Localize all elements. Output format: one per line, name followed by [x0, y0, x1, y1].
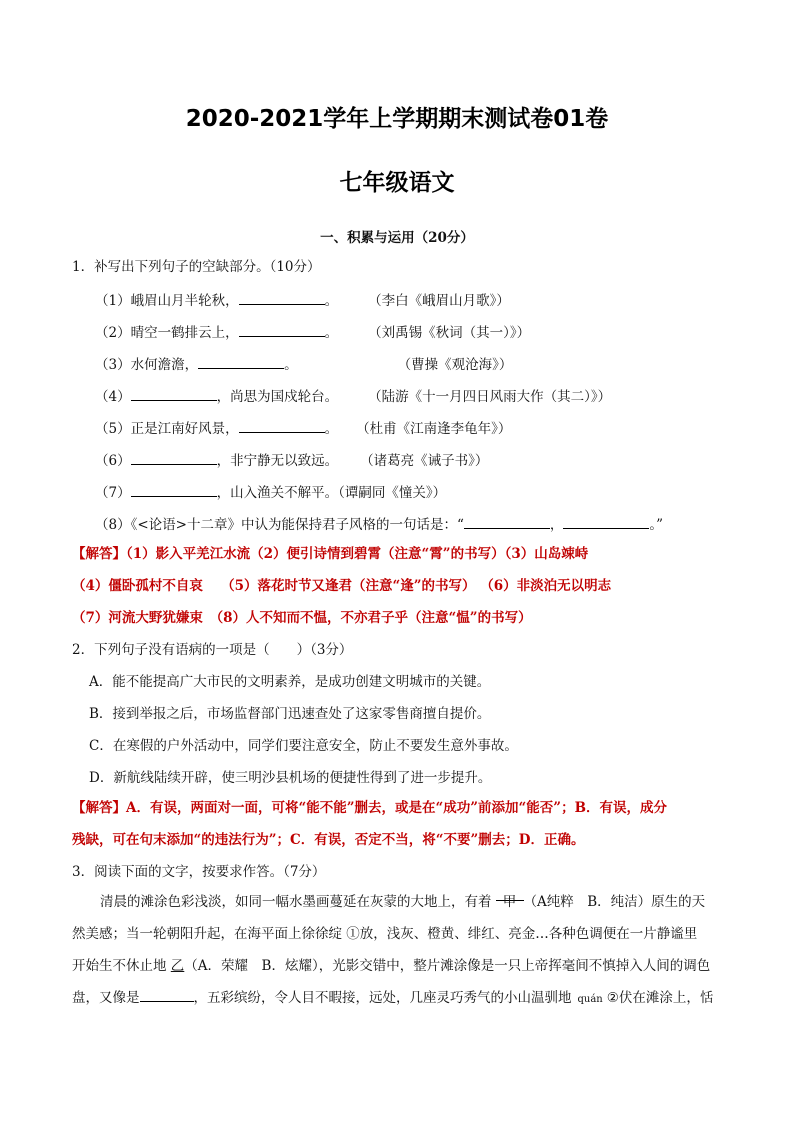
q1-item-2-source: （刘禹锡《秋词（其一）》） — [368, 325, 531, 341]
q1-item-6-source: （诸葛亮《诫子书》） — [360, 453, 489, 469]
q1-item-7-blank[interactable] — [131, 482, 217, 497]
q3-passage — [72, 886, 724, 1016]
blank-compare[interactable] — [140, 987, 194, 1002]
q1-item-8-end: 。” — [649, 517, 664, 533]
q1-item-1-text: （1）峨眉山月半轮秋， — [95, 293, 239, 309]
q1-item-5-text: （5）正是江南好风景， — [95, 421, 239, 437]
q1-item-4-blank[interactable] — [131, 386, 217, 401]
q1-item-5-blank[interactable] — [239, 418, 325, 433]
q1-answer-text-3: （7）河流大野犹嫌束 （8）人不知而不愠，不亦君子乎（注意“愠”的书写） — [72, 610, 532, 626]
answer-tag: 【解答】 — [72, 546, 126, 562]
q1-item-3 — [95, 354, 512, 374]
q2-option-c: C．在寒假的户外活动中，同学们要注意安全，防止不要发生意外事故。 — [89, 738, 518, 754]
q1-answer-line-1 — [72, 545, 588, 563]
q1-item-3-blank[interactable] — [198, 354, 284, 369]
q1-item-6 — [95, 450, 488, 470]
q1-item-4-source: （陆游《十一月四日风雨大作（其二）》） — [368, 389, 612, 405]
q3-passage-line-3 — [72, 950, 724, 982]
q1-item-8-comma: ， — [549, 517, 564, 533]
blank-yi-label[interactable]: 乙 — [170, 958, 185, 974]
q1-item-1-end: 。 — [324, 293, 339, 309]
passage-text: （A纯粹 B．纯洁）原生的天 — [523, 894, 706, 910]
q1-item-1-source: （李白《峨眉山月歌》） — [368, 293, 510, 309]
question-3-stem: 3．阅读下面的文字，按要求作答。（7分） — [72, 864, 326, 880]
q3-passage-line-4 — [72, 982, 724, 1016]
page-subtitle: 七年级语文 — [339, 170, 455, 196]
passage-text: （A．荣耀 B．炫耀），光影交错中，整片滩涂像是一只上帝挥毫间不慎掉入人间的调色 — [184, 958, 711, 974]
q1-item-1 — [95, 290, 510, 310]
q3-passage-line-1 — [72, 886, 724, 918]
q2-answer-line-2 — [72, 831, 585, 849]
q1-item-2-text: （2）晴空一鹤排云上， — [95, 325, 239, 341]
section-heading: 一、积累与运用（20分） — [320, 230, 474, 246]
q3-passage-line-2: 然美感；当一轮朝阳升起，在海平面上徐徐绽 ①放，浅灰、橙黄、绯红、亮金…各种色调便在一片静谧里 — [72, 926, 698, 942]
q1-item-7 — [95, 482, 446, 502]
q1-item-6-blank[interactable] — [131, 450, 217, 465]
q1-answer-text-1: （1）影入平羌江水流（2）便引诗情到碧霄（注意“霄”的书写）（3）山岛竦峙 — [126, 546, 589, 562]
q2-option-b: B．接到举报之后，市场监督部门迅速查处了这家零售商擅自提价。 — [89, 706, 491, 722]
q1-item-3-end: 。 — [284, 357, 298, 373]
passage-text: 盘，又像是 — [72, 990, 140, 1006]
q1-item-8-blank-2[interactable] — [563, 514, 649, 529]
q2-answer-line-1 — [72, 799, 667, 817]
q1-item-3-text: （3）水何澹澹， — [95, 357, 199, 373]
q1-item-5 — [95, 418, 511, 438]
pinyin-annotation: quán — [577, 994, 603, 1005]
q2-option-a: A．能不能提高广大市民的文明素养，是成功创建文明城市的关键。 — [89, 674, 491, 690]
passage-text: 清晨的滩涂色彩浅淡，如同一幅水墨画蔓延在灰蒙的大地上，有着 — [100, 894, 492, 910]
q1-item-7-text: （7） — [95, 485, 131, 501]
passage-text: ，五彩缤纷，令人目不暇接，远处，几座灵巧秀气的小山温驯地 — [193, 990, 572, 1006]
blank-jia-label: 甲 — [502, 894, 517, 910]
passage-text: 开始生不休止地 — [72, 958, 171, 974]
q1-item-6-end: ，非宁静无以致远。 — [216, 453, 339, 469]
q2-option-d: D．新航线陆续开辟，使三明沙县机场的便捷性得到了进一步提升。 — [89, 770, 492, 786]
q1-item-2 — [95, 322, 530, 342]
q1-answer-line-3 — [72, 609, 532, 627]
q1-item-2-blank[interactable] — [239, 322, 325, 337]
q1-answer-line-2 — [72, 577, 611, 595]
q2-answer-text-1: A．有误，两面对一面，可将“能不能”删去，或是在“成功”前添加“能否”；B．有误，成分 — [126, 800, 667, 816]
q2-answer-text-2: 残缺，可在句末添加“的违法行为”；C．有误，否定不当，将“不要”删去；D．正确。 — [72, 832, 585, 848]
q1-item-4-end: ，尚思为国戍轮台。 — [216, 389, 339, 405]
q1-item-3-source: （曹操《观沧海》） — [397, 357, 513, 373]
passage-text: ②伏在滩涂上，恬 — [606, 990, 714, 1006]
q1-item-4 — [95, 386, 611, 406]
q1-item-6-text: （6） — [95, 453, 131, 469]
answer-tag: 【解答】 — [72, 800, 126, 816]
q1-item-7-source: （谭嗣同《憧关》） — [338, 485, 447, 501]
question-2-stem: 2．下列句子没有语病的一项是（ ）（3分） — [72, 642, 353, 658]
blank-jia[interactable] — [496, 886, 524, 910]
page-title: 2020-2021学年上学期期末测试卷01卷 — [185, 106, 609, 132]
q1-item-8 — [95, 514, 663, 534]
q1-item-2-end: 。 — [324, 325, 339, 341]
q1-item-8-blank-1[interactable] — [464, 514, 550, 529]
question-1-stem: 1．补写出下列句子的空缺部分。（10分） — [72, 259, 321, 275]
q1-item-1-blank[interactable] — [239, 290, 325, 305]
q1-item-8-text: （8）《<论语>十二章》中认为能保持君子风格的一句话是：“ — [95, 517, 464, 533]
q1-answer-text-2: （4）僵卧孤村不自哀 （5）落花时节又逢君（注意“逢”的书写） （6）非淡泊无以明志 — [72, 578, 612, 594]
q1-item-5-end: 。 — [324, 421, 339, 437]
q1-item-4-text: （4） — [95, 389, 131, 405]
q1-item-7-end: ，山入渔关不解平。 — [216, 485, 339, 501]
q1-item-5-source: （杜甫《江南逢李龟年》） — [356, 421, 512, 437]
